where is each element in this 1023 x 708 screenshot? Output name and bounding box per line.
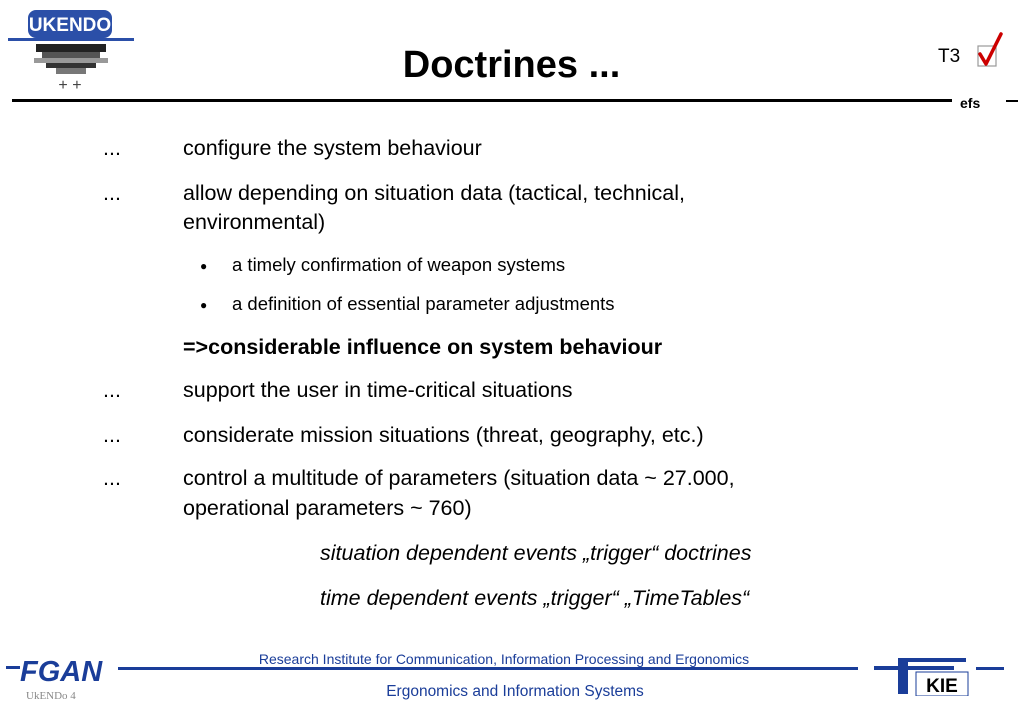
item-marker: ... [103, 181, 121, 205]
note-text: time dependent events „trigger“ „TimeTables“ [320, 586, 750, 610]
item-text-continued: environmental) [183, 210, 326, 234]
bullet-dot: ● [200, 259, 208, 273]
header-rule-end [1006, 100, 1018, 102]
item-marker: ... [103, 423, 121, 447]
kie-logo [870, 654, 976, 696]
item-text: configure the system behaviour [183, 136, 482, 160]
item-text: control a multitude of parameters (situation data ~ 27.000, [183, 466, 735, 490]
item-text: considerate mission situations (threat, geography, etc.) [183, 423, 704, 447]
bullet-text: a definition of essential parameter adjustments [232, 293, 615, 314]
footer-rule-end [976, 667, 1004, 670]
checkmark-icon [974, 32, 1004, 72]
svg-text:UKENDO: UKENDO [28, 15, 112, 36]
item-text: support the user in time-critical situations [183, 378, 573, 402]
item-marker: ... [103, 466, 121, 490]
header-rule [12, 99, 952, 102]
svg-text:KIE: KIE [926, 676, 958, 696]
conclusion-text: =>considerable influence on system behaviour [183, 335, 663, 359]
bullet-text: a timely confirmation of weapon systems [232, 254, 566, 275]
department-name: Ergonomics and Information Systems [386, 683, 644, 700]
item-text-continued: operational parameters ~ 760) [183, 496, 472, 520]
efs-label: efs [960, 95, 981, 111]
slide-title: Doctrines ... [402, 44, 621, 86]
footer-rule [118, 667, 858, 670]
item-text: allow depending on situation data (tactical, technical, [183, 181, 685, 205]
page-label: UkENDo 4 [26, 690, 76, 702]
item-marker: ... [103, 378, 121, 402]
institute-name: Research Institute for Communication, Information Processing and Ergonomics [258, 651, 750, 667]
note-text: situation dependent events „trigger“ doctrines [320, 541, 752, 565]
svg-text:+ +: + + [58, 77, 82, 94]
section-tag: T3 [938, 46, 961, 67]
item-marker: ... [103, 136, 121, 160]
svg-text:FGAN: FGAN [20, 656, 103, 688]
bullet-dot: ● [200, 298, 208, 312]
